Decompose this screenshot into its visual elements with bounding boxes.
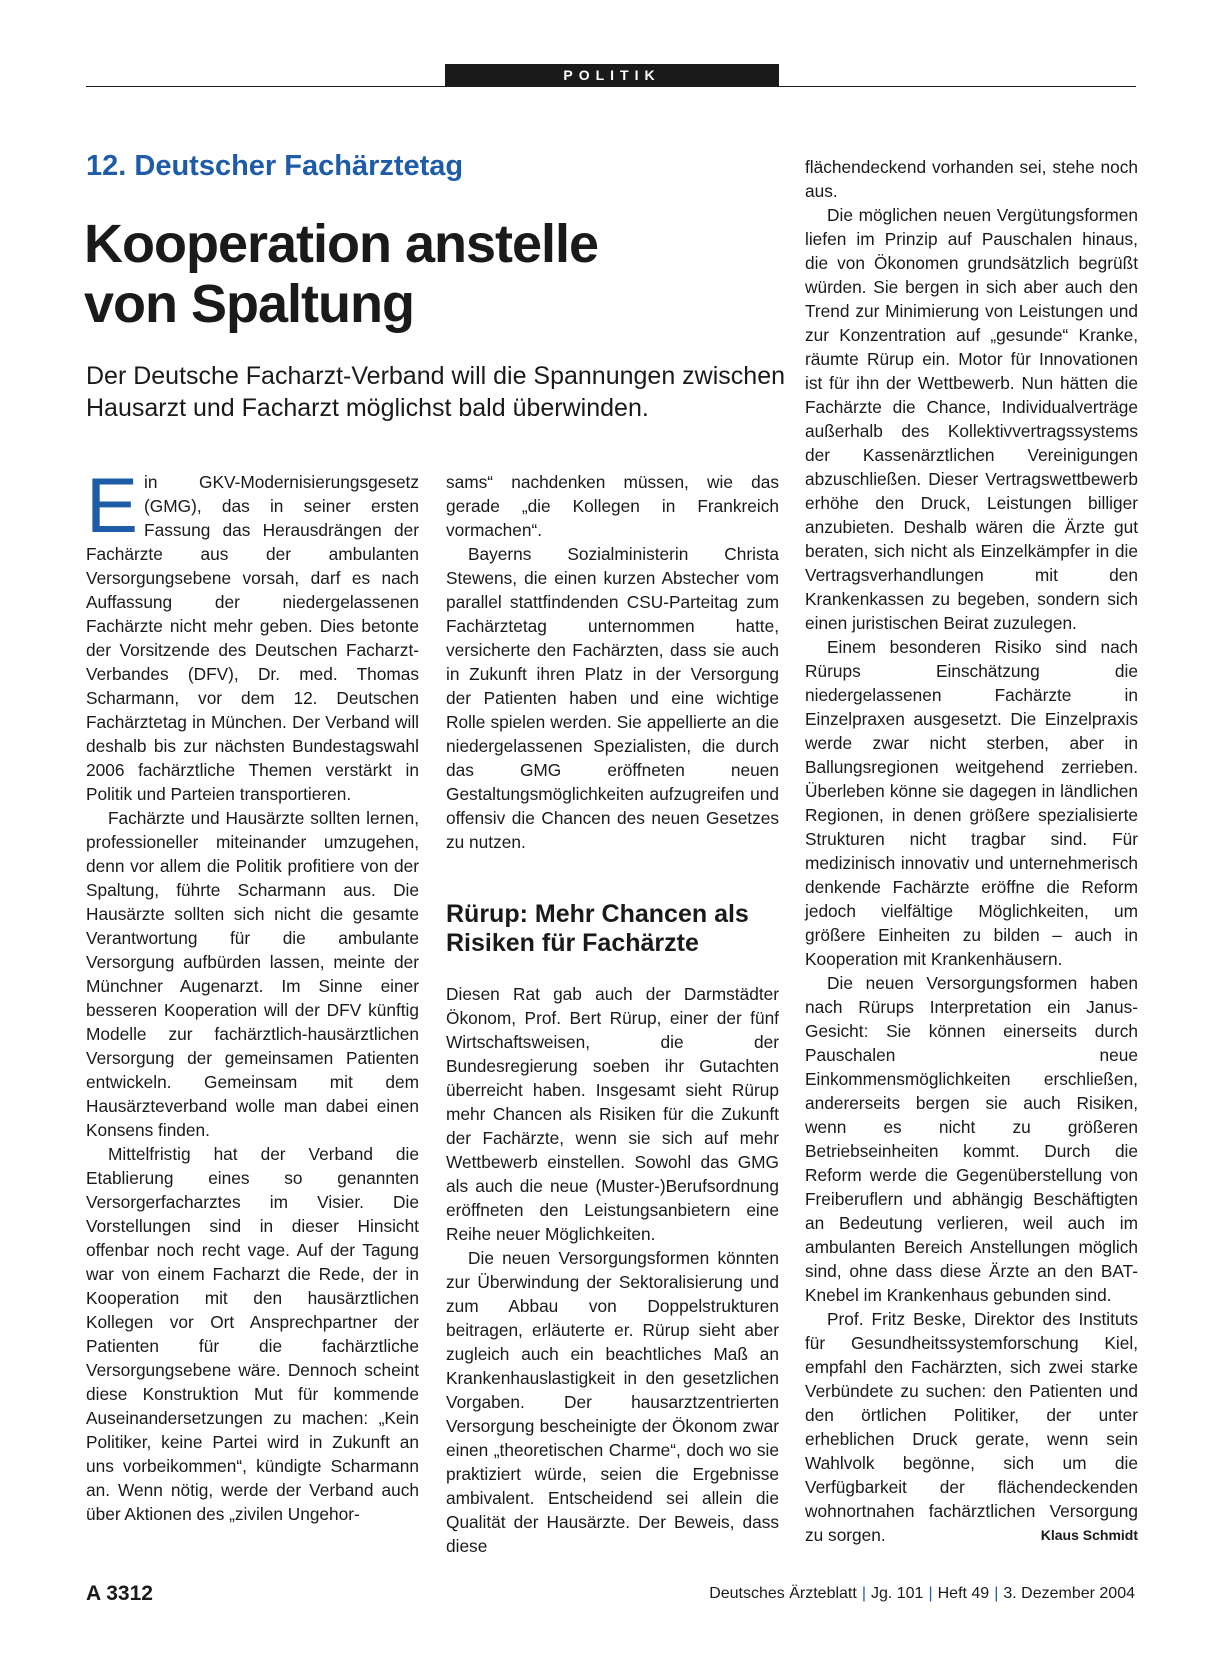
article-headline [84, 214, 764, 334]
journal-issue: Heft 49 [937, 1585, 990, 1602]
page-number: A 3312 [86, 1582, 153, 1605]
column-3 [805, 155, 1138, 1547]
footer-separator: | [861, 1585, 866, 1602]
paragraph: Die möglichen neuen Vergütungsformen liefen im Prinzip auf Pauschalen hinaus, die von Ökonomen grundsätzlich begrüßt würden. Sie bergen in sich aber auch den Trend zur Minimierung von Leistungen und zur Konzentration auf „gesunde“ Kranke, räumte Rürup ein. Motor für Innovationen ist für ihn der Wettbewerb. Nun hätten die Fachärzte die Chance, Individualverträge außerhalb des Kollektivvertragssystems der Kassenärztlichen Vereinigungen abzuschließen. Dieser Vertragswettbewerb erhöhe den Druck, Leistungen billiger anzubieten. Deshalb wären die Ärzte gut beraten, sich nicht als Einzelkämpfer in die Vertragsverhandlungen mit den Krankenkassen zu begeben, sondern sich einen juristischen Beirat zuzulegen. [805, 205, 1138, 633]
headline-line-2: von Spaltung [84, 274, 414, 334]
paragraph-text: Prof. Fritz Beske, Direktor des Instituts für Gesundheitssystemforschung Kiel, empfahl den Fachärzten, sich zwei starke Verbündete zu suchen: den Patienten und den örtlichen Politiker, der unter erheblichen Druck gerate, wenn sein Wahlvolk begönne, sich um die Verfügbarkeit der flächendeckenden wohnortnahen fachärztlichen Versorgung zu sorgen. [805, 1309, 1138, 1545]
author-byline: Klaus Schmidt [1040, 1527, 1138, 1543]
article-kicker: 12. Deutscher Fachärztetag [86, 150, 464, 182]
paragraph: Bayerns Sozialministerin Christa Stewens, die einen kurzen Abstecher vom parallel stattfindenden CSU-Parteitag zum Fachärztetag unternommen hatte, versicherte den Fachärzten, dass sie auch in Zukunft ihren Platz in der Versorgung der Patienten haben und eine wichtige Rolle spielen werden. Sie appellierte an die niedergelassenen Spezialisten, die durch das GMG eröffneten neuen Gestaltungsmöglichkeiten aufzugreifen und offensiv die Chancen des neuen Gesetzes zu nutzen. [446, 544, 779, 852]
drop-cap: E [86, 461, 139, 549]
paragraph [86, 461, 419, 806]
paragraph: Mittelfristig hat der Verband die Etablierung eines so genannten Versorgerfacharztes im Visier. Die Vorstellungen sind in dieser Hinsicht offenbar noch recht vage. Auf der Tagung war von einem Facharzt die Rede, der in Kooperation mit den hausärztlichen Kollegen vor Ort Ansprechpartner der Patienten für die fachärztliche Versorgungsebene wäre. Dennoch scheint diese Konstruktion Mut für kommende Auseinandersetzungen zu machen: „Kein Politiker, keine Partei wird in Zukunft an uns vorbeikommen“, kündigte Scharmann an. Wenn nötig, werde der Verband auch über Aktionen des „zivilen Ungehor- [86, 1144, 419, 1524]
paragraph: Fachärzte und Hausärzte sollten lernen, professioneller miteinander umzugehen, denn vor allem die Politik profitiere von der Spaltung, führte Scharmann aus. Die Hausärzte sollten sich nicht die gesamte Verantwortung für die ambulante Versorgung aufbürden lassen, meinte der Münchner Augenarzt. Im Sinne einer besseren Kooperation will der DFV künftig Modelle zur fachärztlich-hausärztlichen Versorgung der gemeinsamen Patienten entwickeln. Gemeinsam mit dem Hausärzteverband wolle man dabei einen Konsens finden. [86, 808, 419, 1140]
section-label: POLITIK [445, 64, 779, 86]
column-1 [86, 461, 419, 1526]
journal-name: Deutsches Ärzteblatt [709, 1585, 857, 1602]
subheading: Rürup: Mehr Chancen als Risiken für Fachärzte [446, 900, 749, 957]
paragraph: Die neuen Versorgungsformen könnten zur Überwindung der Sektoralisierung und zum Abbau von Doppelstrukturen beitragen, erläuterte er. Rürup sieht aber zugleich auch ein beachtliches Maß an Krankenhauslastigkeit in den gesetzlichen Vorgaben. Der hausarztzentrierten Versorgung bescheinigte der Ökonom zwar einen „theoretischen Charme“, doch wo sie praktiziert würde, seien die Ergebnisse ambivalent. Entscheidend sei allein die Qualität der Hausärzte. Der Beweis, dass diese [446, 1248, 779, 1556]
paragraph: sams“ nachdenken müssen, wie das gerade „die Kollegen in Frankreich vormachen“. [446, 472, 779, 540]
paragraph [805, 1307, 1138, 1547]
journal-date: 3. Dezember 2004 [1003, 1585, 1135, 1602]
paragraph: Die neuen Versorgungsformen haben nach Rürups Interpretation ein Janus-Gesicht: Sie können einerseits durch Pauschalen neue Einkommensmöglichkeiten erschließen, andererseits bergen sie auch Risiken, wenn es nicht zu größeren Betriebseinheiten kommt. Durch die Reform werde die Gegenüberstellung von Freiberuflern und abhängig Beschäftigten an Bedeutung verlieren, weil auch im ambulanten Bereich Anstellungen möglich sind, ohne dass diese Ärzte an den BAT-Knebel im Krankenhaus gebunden sind. [805, 973, 1138, 1305]
footer-separator: | [928, 1585, 933, 1602]
paragraph: Diesen Rat gab auch der Darmstädter Ökonom, Prof. Bert Rürup, einer der fünf Wirtschaftsweisen, die der Bundesregierung soeben ihr Gutachten überreicht haben. Insgesamt sieht Rürup mehr Chancen als Risiken für die Zukunft der Fachärzte, wenn sie sich auf mehr Wettbewerb einstellen. Sowohl das GMG als auch die neue (Muster-)Berufsordnung eröffneten den Leistungsanbietern eine Reihe neuer Möglichkeiten. [446, 984, 779, 1244]
paragraph: flächendeckend vorhanden sei, stehe noch aus. [805, 157, 1138, 201]
paragraph-text: in GKV-Modernisierungsgesetz (GMG), das in seiner ersten Fassung das Herausdrängen der Fachärzte aus der ambulanten Versorgungsebene vorsah, darf es nach Auffassung der niedergelassenen Fachärzte nicht mehr geben. Dies betonte der Vorsitzende des Deutschen Facharzt-Verbandes (DFV), Dr. med. Thomas Scharmann, vor dem 12. Deutschen Fachärztetag in München. Der Verband will deshalb bis zur nächsten Bundestagswahl 2006 fachärztliche Themen verstärkt in Politik und Parteien transportieren. [86, 472, 419, 804]
journal-volume: Jg. 101 [870, 1585, 924, 1602]
paragraph: Einem besonderen Risiko sind nach Rürups Einschätzung die niedergelassenen Fachärzte in Einzelpraxen ausgesetzt. Die Einzelpraxis werde zwar nicht sterben, aber in Ballungsregionen weitgehend zerrieben. Überleben könne sie dagegen in ländlichen Regionen, in denen größere spezialisierte Strukturen nicht tragbar sind. Für medizinisch innovativ und unternehmerisch denkende Fachärzte eröffne die Reform jedoch vielfältige Möglichkeiten, um größere Einheiten zu bilden – auch in Kooperation mit Krankenhäusern. [805, 637, 1138, 969]
article-standfirst: Der Deutsche Facharzt-Verband will die Spannungen zwischen Hausarzt und Facharzt möglichst bald überwinden. [86, 362, 785, 422]
headline-line-1: Kooperation anstelle [84, 214, 599, 274]
column-2 [446, 470, 779, 1558]
footer-separator: | [994, 1585, 999, 1602]
header-rule [86, 86, 1136, 87]
footer-info [709, 1585, 1135, 1603]
